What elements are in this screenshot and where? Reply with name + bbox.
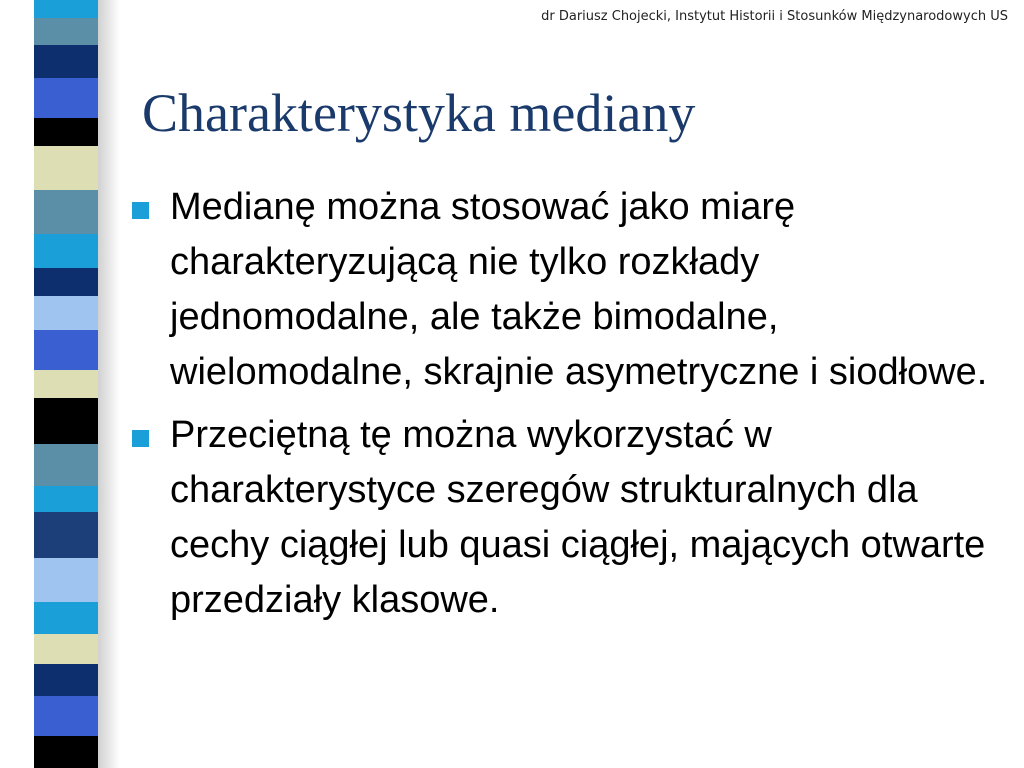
- bullet-list: [130, 180, 990, 636]
- strip-block: [34, 512, 98, 558]
- bullet-item: [130, 408, 990, 628]
- strip-block: [34, 634, 98, 664]
- strip-block: [34, 18, 98, 45]
- strip-block: [34, 330, 98, 370]
- strip-block: [34, 234, 98, 268]
- strip-block: [34, 78, 98, 118]
- strip-block: [34, 664, 98, 696]
- strip-block: [34, 736, 98, 768]
- strip-block: [34, 558, 98, 602]
- strip-block: [34, 370, 98, 398]
- square-bullet-icon: [132, 202, 149, 219]
- strip-block: [34, 296, 98, 330]
- strip-block: [34, 268, 98, 296]
- strip-block: [34, 146, 98, 190]
- strip-block: [34, 0, 98, 18]
- square-bullet-icon: [132, 430, 149, 447]
- strip-block: [34, 398, 98, 444]
- slide-title: Charakterystyka mediany: [142, 83, 696, 143]
- bullet-item: [130, 180, 990, 400]
- strip-block: [34, 696, 98, 736]
- header-credit: dr Dariusz Chojecki, Instytut Historii i Stosunków Międzynarodowych US: [541, 9, 1008, 24]
- strip-block: [34, 45, 98, 78]
- strip-block: [34, 190, 98, 234]
- bullet-text: Przeciętną tę można wykorzystać w charakterystyce szeregów strukturalnych dla cechy ciągłej lub quasi ciągłej, mających otwarte przedziały klasowe.: [170, 414, 986, 621]
- strip-block: [34, 486, 98, 512]
- strip-block: [34, 444, 98, 486]
- strip-shadow: [98, 0, 120, 768]
- strip-block: [34, 118, 98, 146]
- strip-block: [34, 602, 98, 634]
- decorative-side-strip: [34, 0, 98, 768]
- bullet-text: Medianę można stosować jako miarę charakteryzującą nie tylko rozkłady jednomodalne, ale także bimodalne, wielomodalne, skrajnie asymetryczne i siodłowe.: [170, 186, 988, 393]
